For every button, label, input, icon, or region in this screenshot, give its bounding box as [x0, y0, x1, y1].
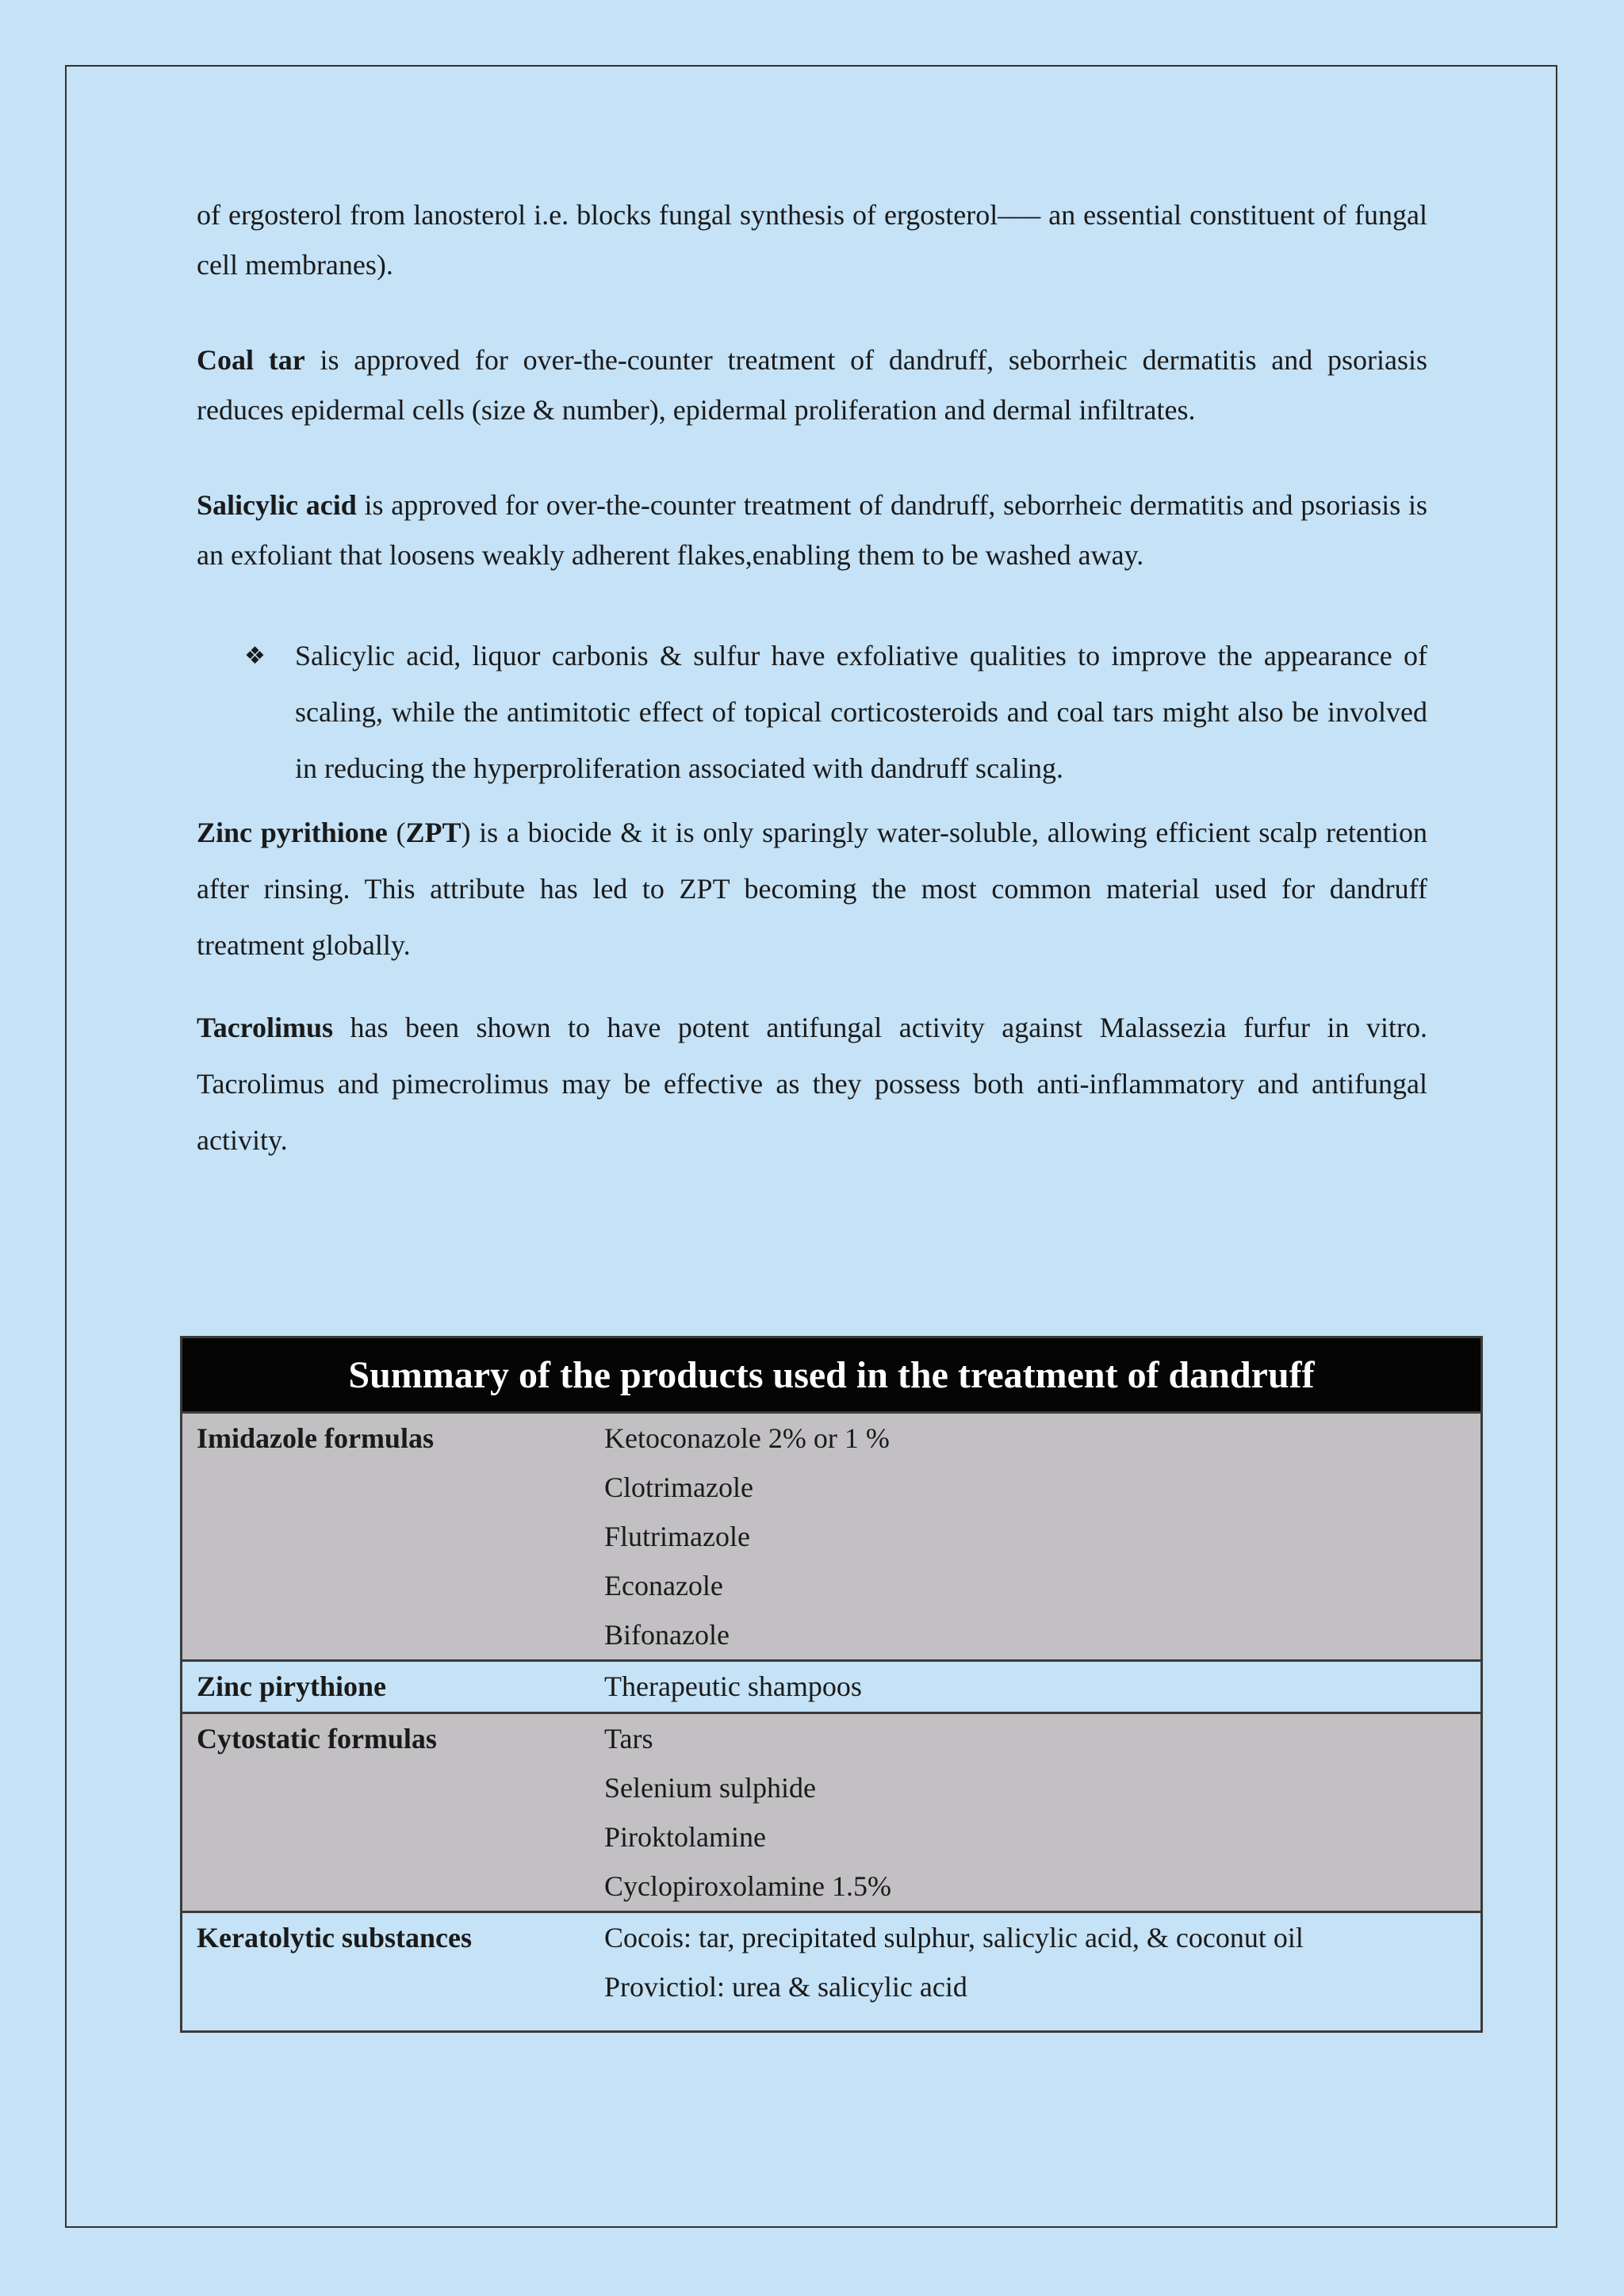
bullet-item	[244, 628, 1427, 797]
list-item: Piroktolamine	[604, 1821, 766, 1853]
term-coal-tar: Coal tar	[197, 344, 305, 376]
document-body	[197, 190, 1427, 1169]
row-label-keratolytic: Keratolytic substances	[182, 1912, 591, 2032]
list-item: Tars	[604, 1723, 653, 1755]
list-item: Econazole	[604, 1570, 723, 1601]
term-zinc-pyrithione: Zinc pyrithione	[197, 817, 388, 848]
zinc-pyrithione-text: ) is a biocide & it is only sparingly water-soluble, allowing efficient scalp retention after rinsing. This attribute has led to ZPT becoming the most common material used for dandruff treatment globally.	[197, 817, 1427, 961]
table-title-row	[182, 1337, 1482, 1413]
paragraph-ergosterol: of ergosterol from lanosterol i.e. blocks fungal synthesis of ergosterol––– an essential constituent of fungal cell membranes).	[197, 199, 1427, 281]
list-item: Cyclopiroxolamine 1.5%	[604, 1870, 891, 1902]
term-zpt: ZPT	[405, 817, 462, 848]
table-row	[182, 1661, 1482, 1713]
row-items-keratolytic	[590, 1912, 1482, 2032]
list-item: Clotrimazole	[604, 1471, 753, 1503]
coal-tar-text: is approved for over-the-counter treatment of dandruff, seborrheic dermatitis and psoriasis reduces epidermal cells (size & number), epidermal proliferation and dermal infiltrates.	[197, 344, 1428, 426]
list-item: Provictiol: urea & salicylic acid	[604, 1971, 967, 2003]
list-item: Ketoconazole 2% or 1 %	[604, 1422, 890, 1454]
table-row	[182, 1713, 1482, 1912]
list-item: Bifonazole	[604, 1619, 730, 1651]
paragraph-tacrolimus	[197, 1000, 1427, 1169]
salicylic-acid-text: is approved for over-the-counter treatment of dandruff, seborrheic dermatitis and psoriasis is an exfoliant that loosens weakly adherent flakes,enabling them to be washed away.	[197, 489, 1427, 571]
summary-table	[180, 1336, 1483, 2033]
diamond-bullet-icon: ❖	[244, 642, 266, 670]
row-label-cytostatic: Cytostatic formulas	[182, 1713, 591, 1912]
bullet-text: Salicylic acid, liquor carbonis & sulfur have exfoliative qualities to improve the appearance of scaling, while the antimitotic effect of topical corticosteroids and coal tars might also be involved in reducing the hyperproliferation associated with dandruff scaling.	[295, 640, 1427, 784]
tacrolimus-text: has been shown to have potent antifungal activity against Malassezia furfur in vitro. Tacrolimus and pimecrolimus may be effective as they possess both anti-inflammatory and antifungal activity.	[197, 1012, 1427, 1156]
row-label-zinc: Zinc pirythione	[182, 1661, 591, 1713]
list-item: Selenium sulphide	[604, 1772, 816, 1804]
paragraph-zinc-pyrithione	[197, 805, 1427, 974]
row-label-imidazole: Imidazole formulas	[182, 1413, 591, 1661]
table-row	[182, 1912, 1482, 2032]
list-item: Therapeutic shampoos	[604, 1670, 862, 1702]
paragraph-salicylic-acid	[197, 480, 1427, 580]
zpt-open-paren: (	[387, 817, 406, 848]
term-tacrolimus: Tacrolimus	[197, 1012, 334, 1043]
table-title: Summary of the products used in the treatment of dandruff	[182, 1337, 1482, 1413]
paragraph-coal-tar	[197, 335, 1427, 435]
row-items-cytostatic	[590, 1713, 1482, 1912]
row-items-imidazole	[590, 1413, 1482, 1661]
table-row	[182, 1413, 1482, 1661]
row-items-zinc	[590, 1661, 1482, 1713]
list-item: Cocois: tar, precipitated sulphur, salicylic acid, & coconut oil	[604, 1922, 1304, 1954]
list-item: Flutrimazole	[604, 1521, 750, 1552]
term-salicylic-acid: Salicylic acid	[197, 489, 357, 521]
